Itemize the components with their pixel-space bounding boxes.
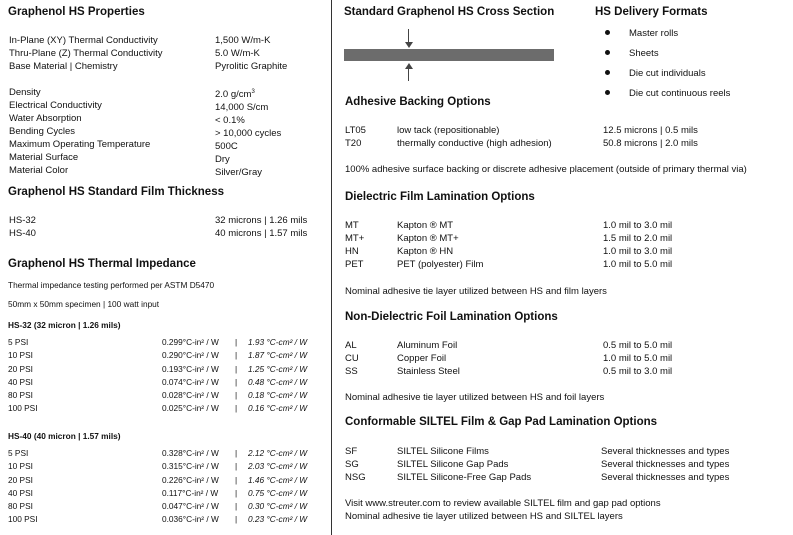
property-value: 14,000 S/cm <box>215 102 269 114</box>
column-separator: | <box>235 376 238 387</box>
impedance-in-cell <box>162 389 219 402</box>
option-code: PET <box>345 259 364 270</box>
foil-codes <box>345 339 359 378</box>
unit-in: °C-in² / W <box>182 474 219 485</box>
impedance-row <box>8 474 328 487</box>
properties-labels-1 <box>9 34 162 73</box>
impedance-cm-cell <box>248 447 307 460</box>
impedance-cm-cell <box>248 336 307 349</box>
siltel-note-visit: Visit www.streuter.com to review available SILTEL film and gap pad options <box>345 498 661 509</box>
option-code: T20 <box>345 138 362 149</box>
pressure-label: 80 PSI <box>8 501 33 512</box>
impedance-cm-value: 1.87 <box>248 350 265 361</box>
option-code: LT05 <box>345 125 366 136</box>
column-separator: | <box>235 461 238 472</box>
siltel-codes <box>345 445 366 484</box>
impedance-cm-value: 1.93 <box>248 337 265 347</box>
foil-specs <box>603 339 672 378</box>
option-spec: 1.0 mil to 5.0 mil <box>603 259 673 270</box>
property-label: Electrical Conductivity <box>9 100 102 111</box>
impedance-cm-value: 0.18 <box>248 390 265 401</box>
option-spec: 12.5 microns | 0.5 mils <box>603 125 698 136</box>
impedance-cm-value: 0.75 <box>248 487 265 498</box>
unit-in: °C-in² / W <box>182 403 219 414</box>
impedance-title: Graphenol HS Thermal Impedance <box>8 258 196 270</box>
impedance-cm-cell <box>248 349 307 362</box>
adhesive-specs <box>603 124 698 150</box>
pressure-label: 100 PSI <box>8 403 38 414</box>
siltel-note-tie-layer: Nominal adhesive tie layer utilized between HS and SILTEL layers <box>345 511 623 522</box>
arrow-up-icon <box>408 68 409 81</box>
adhesive-title: Adhesive Backing Options <box>345 96 491 108</box>
pressure-label: 100 PSI <box>8 514 38 525</box>
impedance-row <box>8 447 328 460</box>
option-desc: Copper Foil <box>397 353 447 364</box>
adhesive-codes <box>345 124 366 150</box>
unit-in: °C-in² / W <box>182 376 219 387</box>
impedance-in-value: 0.028 <box>162 390 183 401</box>
impedance-in-cell <box>162 349 219 362</box>
property-value: 1,500 W/m-K <box>215 35 271 46</box>
unit-cm: °C-cm² / W <box>266 350 308 361</box>
impedance-in-value: 0.193 <box>162 363 183 374</box>
unit-cm: °C-cm² / W <box>266 376 308 387</box>
property-value: Pyrolitic Graphite <box>215 61 288 72</box>
arrowhead-up-icon <box>405 63 413 69</box>
column-separator: | <box>235 514 238 525</box>
unit-in: °C-in² / W <box>182 390 219 401</box>
pressure-label: 40 PSI <box>8 376 33 387</box>
option-spec: Several thicknesses and types <box>601 472 730 483</box>
impedance-cm-cell <box>248 460 307 473</box>
siltel-title: Conformable SILTEL Film & Gap Pad Lamination Options <box>345 416 658 428</box>
dielectric-note: Nominal adhesive tie layer utilized between HS and film layers <box>345 286 607 297</box>
impedance-cm-cell <box>248 513 307 526</box>
impedance-row <box>8 460 328 473</box>
impedance-in-cell <box>162 402 219 415</box>
option-desc: Aluminum Foil <box>397 340 458 351</box>
unit-in: °C-in² / W <box>182 514 219 525</box>
impedance-in-value: 0.290 <box>162 350 183 361</box>
impedance-in-value: 0.299 <box>162 337 183 347</box>
pressure-label: 10 PSI <box>8 461 33 472</box>
impedance-cm-cell <box>248 376 307 389</box>
dielectric-descs <box>397 219 483 271</box>
unit-cm: °C-cm² / W <box>266 487 308 498</box>
unit-cm: °C-cm² / W <box>266 390 308 401</box>
option-desc: Kapton ® MT+ <box>397 233 459 244</box>
delivery-item: Die cut individuals <box>629 68 706 79</box>
adhesive-descs <box>397 124 552 150</box>
option-desc: Kapton ® HN <box>397 246 454 257</box>
unit-in: °C-in² / W <box>182 461 219 472</box>
film-label: HS-32 <box>9 215 36 226</box>
option-spec: 1.0 mil to 3.0 mil <box>603 246 673 257</box>
column-separator: | <box>235 363 238 374</box>
pressure-label: 40 PSI <box>8 487 33 498</box>
impedance-cm-cell <box>248 500 307 513</box>
property-label: Base Material | Chemistry <box>9 61 118 72</box>
impedance-row <box>8 402 328 415</box>
unit-in: °C-in² / W <box>182 448 219 458</box>
column-separator: | <box>235 350 238 361</box>
option-desc: PET (polyester) Film <box>397 259 484 270</box>
impedance-in-cell <box>162 336 219 349</box>
option-spec: 0.5 mil to 3.0 mil <box>603 366 673 377</box>
hs32-impedance-table <box>8 336 328 416</box>
hs40-title: HS-40 (40 micron | 1.57 mils) <box>8 431 121 441</box>
property-value: < 0.1% <box>215 115 245 127</box>
unit-in: °C-in² / W <box>182 337 219 347</box>
impedance-in-value: 0.328 <box>162 448 183 458</box>
impedance-cm-cell <box>248 363 307 376</box>
dielectric-title: Dielectric Film Lamination Options <box>345 191 535 203</box>
unit-cm: °C-cm² / W <box>266 448 308 458</box>
property-label: Maximum Operating Temperature <box>9 139 151 150</box>
foil-title: Non-Dielectric Foil Lamination Options <box>345 311 558 323</box>
property-label: Bending Cycles <box>9 126 76 137</box>
impedance-row <box>8 363 328 376</box>
option-desc: Kapton ® MT <box>397 220 454 231</box>
option-spec: 1.5 mil to 2.0 mil <box>603 233 673 244</box>
option-spec: 1.0 mil to 3.0 mil <box>603 220 673 231</box>
column-separator: | <box>235 501 238 512</box>
bullet-icon <box>605 90 610 95</box>
option-code: MT <box>345 220 359 231</box>
impedance-cm-value: 1.25 <box>248 363 265 374</box>
impedance-cm-value: 1.46 <box>248 474 265 485</box>
delivery-title: HS Delivery Formats <box>595 6 708 18</box>
column-separator: | <box>235 390 238 401</box>
impedance-in-cell <box>162 363 219 376</box>
impedance-cm-value: 2.03 <box>248 461 265 472</box>
delivery-item: Master rolls <box>629 28 679 39</box>
impedance-row <box>8 376 328 389</box>
impedance-row <box>8 336 328 349</box>
dielectric-specs <box>603 219 672 271</box>
adhesive-note: 100% adhesive surface backing or discrete adhesive placement (outside of primary thermal via) <box>345 164 747 175</box>
impedance-in-value: 0.074 <box>162 376 183 387</box>
option-desc: SILTEL Silicone-Free Gap Pads <box>397 472 532 483</box>
impedance-cm-value: 0.30 <box>248 501 265 512</box>
impedance-in-cell <box>162 460 219 473</box>
arrowhead-down-icon <box>405 42 413 48</box>
pressure-label: 20 PSI <box>8 363 33 374</box>
impedance-cm-cell <box>248 402 307 415</box>
property-label: In-Plane (XY) Thermal Conductivity <box>9 35 158 46</box>
density-value: 2.0 $g/cm^3$ <box>215 89 255 101</box>
pressure-label: 5 PSI <box>8 337 29 347</box>
option-code: HN <box>345 246 359 257</box>
impedance-in-cell <box>162 513 219 526</box>
bullet-icon <box>605 50 610 55</box>
column-separator: | <box>235 448 238 458</box>
option-code: MT+ <box>345 233 365 244</box>
property-value: Silver/Gray <box>215 167 262 179</box>
film-value: 32 microns | 1.26 mils <box>215 215 308 226</box>
impedance-cm-value: 0.16 <box>248 403 265 414</box>
impedance-cm-cell <box>248 389 307 402</box>
option-code: NSG <box>345 472 366 483</box>
unit-cm: °C-cm² / W <box>266 514 308 525</box>
impedance-row <box>8 349 328 362</box>
pressure-label: 80 PSI <box>8 390 33 401</box>
column-separator: | <box>235 403 238 414</box>
property-value: > 10,000 cycles <box>215 128 282 140</box>
graphite-layer-bar <box>344 49 554 61</box>
option-spec: 50.8 microns | 2.0 mils <box>603 138 698 149</box>
option-code: CU <box>345 353 359 364</box>
impedance-in-value: 0.036 <box>162 514 183 525</box>
column-separator: | <box>235 487 238 498</box>
column-separator: | <box>235 337 238 347</box>
option-spec: 1.0 mil to 5.0 mil <box>603 353 673 364</box>
option-spec: 0.5 mil to 5.0 mil <box>603 340 673 351</box>
property-label: Density <box>9 87 41 98</box>
option-desc: SILTEL Silicone Films <box>397 446 489 457</box>
film-thickness-values <box>215 214 307 240</box>
unit-cm: °C-cm² / W <box>266 474 308 485</box>
option-desc: Stainless Steel <box>397 366 460 377</box>
unit-cm: °C-cm² / W <box>266 337 308 347</box>
pressure-label: 20 PSI <box>8 474 33 485</box>
impedance-row <box>8 389 328 402</box>
option-code: SG <box>345 459 359 470</box>
impedance-cm-value: 0.23 <box>248 514 265 525</box>
impedance-cm-cell <box>248 487 307 500</box>
impedance-note-specimen: 50mm x 50mm specimen | 100 watt input <box>8 299 160 309</box>
unit-cm: °C-cm² / W <box>266 403 308 414</box>
option-spec: Several thicknesses and types <box>601 446 730 457</box>
delivery-item: Die cut continuous reels <box>629 88 731 99</box>
unit-in: °C-in² / W <box>182 350 219 361</box>
pressure-label: 5 PSI <box>8 448 29 458</box>
column-separator: | <box>235 474 238 485</box>
impedance-in-cell <box>162 500 219 513</box>
impedance-row <box>8 487 328 500</box>
option-code: SS <box>345 366 358 377</box>
impedance-in-cell <box>162 447 219 460</box>
film-label: HS-40 <box>9 228 36 239</box>
hs32-title: HS-32 (32 micron | 1.26 mils) <box>8 320 121 330</box>
impedance-row <box>8 513 328 526</box>
unit-in: °C-in² / W <box>182 501 219 512</box>
dielectric-codes <box>345 219 364 271</box>
impedance-cm-value: 0.48 <box>248 376 265 387</box>
pressure-label: 10 PSI <box>8 350 33 361</box>
property-label: Material Surface <box>9 152 79 163</box>
film-thickness-labels <box>9 214 36 240</box>
impedance-in-value: 0.226 <box>162 474 183 485</box>
option-desc: low tack (repositionable) <box>397 125 500 136</box>
bullet-icon <box>605 70 610 75</box>
properties-title: Graphenol HS Properties <box>8 6 145 18</box>
impedance-cm-cell <box>248 474 307 487</box>
option-code: AL <box>345 340 357 351</box>
impedance-in-cell <box>162 376 219 389</box>
bullet-icon <box>605 30 610 35</box>
impedance-in-value: 0.117 <box>162 487 183 498</box>
property-value: 500C <box>215 141 238 153</box>
unit-cm: °C-cm² / W <box>266 363 308 374</box>
properties-values-1 <box>215 34 287 73</box>
option-code: SF <box>345 446 358 457</box>
impedance-in-value: 0.047 <box>162 501 183 512</box>
property-label: Thru-Plane (Z) Thermal Conductivity <box>9 48 163 59</box>
cross-section-title: Standard Graphenol HS Cross Section <box>344 6 555 18</box>
film-value: 40 microns | 1.57 mils <box>215 228 308 239</box>
foil-descs <box>397 339 460 378</box>
film-thickness-title: Graphenol HS Standard Film Thickness <box>8 186 224 198</box>
property-label: Water Absorption <box>9 113 82 124</box>
option-spec: Several thicknesses and types <box>601 459 730 470</box>
impedance-note-astm: Thermal impedance testing performed per ASTM D5470 <box>8 280 215 290</box>
hs40-impedance-table <box>8 447 328 527</box>
unit-cm: °C-cm² / W <box>266 461 308 472</box>
siltel-descs <box>397 445 531 484</box>
unit-cm: °C-cm² / W <box>266 501 308 512</box>
impedance-in-value: 0.315 <box>162 461 183 472</box>
delivery-item: Sheets <box>629 48 659 59</box>
unit-in: °C-in² / W <box>182 487 219 498</box>
unit-in: °C-in² / W <box>182 363 219 374</box>
property-label: Material Color <box>9 165 69 176</box>
impedance-row <box>8 500 328 513</box>
property-value: 5.0 W/m-K <box>215 48 260 59</box>
option-desc: SILTEL Silicone Gap Pads <box>397 459 509 470</box>
properties-values-2 <box>215 86 281 179</box>
impedance-in-cell <box>162 474 219 487</box>
impedance-in-value: 0.025 <box>162 403 183 414</box>
foil-note: Nominal adhesive tie layer utilized between HS and foil layers <box>345 392 605 403</box>
properties-labels-2 <box>9 86 150 177</box>
option-desc: thermally conductive (high adhesion) <box>397 138 552 149</box>
impedance-cm-value: 2.12 <box>248 448 265 458</box>
siltel-specs <box>601 445 729 484</box>
impedance-in-cell <box>162 487 218 500</box>
column-divider <box>331 0 332 535</box>
property-value: Dry <box>215 154 230 166</box>
